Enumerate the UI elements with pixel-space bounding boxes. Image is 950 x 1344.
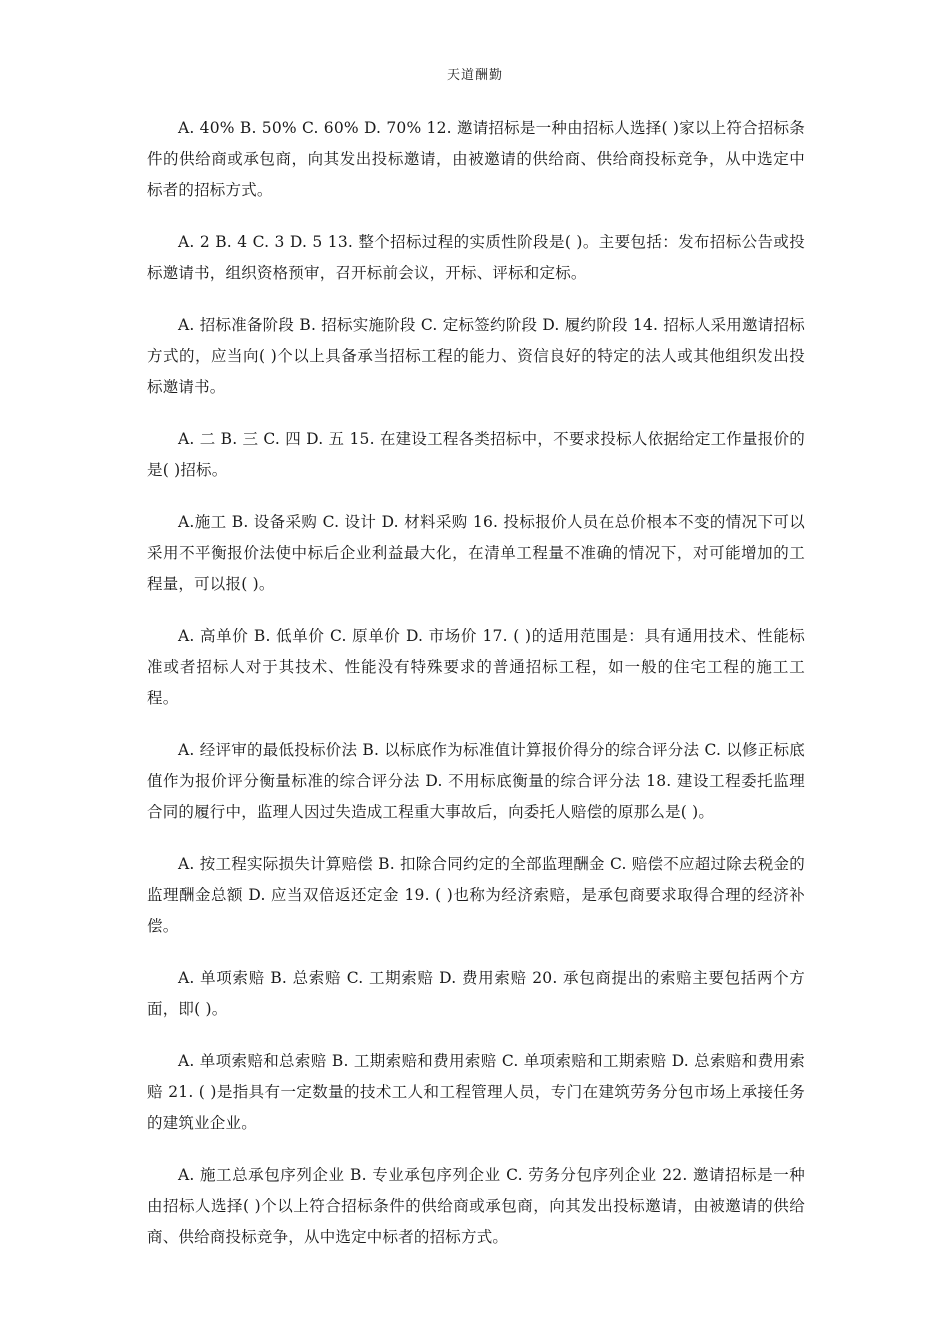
page-header: 天道酬勤 [446,68,503,83]
question-paragraph: A. 40% B. 50% C. 60% D. 70% 12. 邀请招标是一种由招标人选择( )家以上符合招标条件的供给商或承包商，向其发出投标邀请，由被邀请的供给商、供给商投标竞争，从中选定中标者的招标方式。 [147,119,805,199]
question-paragraph: A.施工 B. 设备采购 C. 设计 D. 材料采购 16. 投标报价人员在总价根本不变的情况下可以采用不平衡报价法使中标后企业利益最大化，在清单工程量不准确的情况下，对可能增加的工程量，可以报( )。 [147,513,805,593]
question-paragraph: A. 按工程实际损失计算赔偿 B. 扣除合同约定的全部监理酬金 C. 赔偿不应超过除去税金的监理酬金总额 D. 应当双倍返还定金 19. ( )也称为经济索赔，是承包商要求取得合理的经济补偿。 [147,855,805,935]
question-paragraph: A. 单项索赔和总索赔 B. 工期索赔和费用索赔 C. 单项索赔和工期索赔 D. 总索赔和费用索赔 21. ( )是指具有一定数量的技术工人和工程管理人员，专门在建筑劳务分包市场上承接任务的建筑业企业。 [147,1052,805,1132]
question-paragraph: A. 单项索赔 B. 总索赔 C. 工期索赔 D. 费用索赔 20. 承包商提出的索赔主要包括两个方面，即( )。 [147,969,805,1018]
question-paragraph: A. 经评审的最低投标价法 B. 以标底作为标准值计算报价得分的综合评分法 C. 以修正标底值作为报价评分衡量标准的综合评分法 D. 不用标底衡量的综合评分法 18. 建设工程委托监理合同的履行中，监理人因过失造成工程重大事故后，向委托人赔偿的原那么是( )。 [147,741,805,821]
question-paragraph: A. 2 B. 4 C. 3 D. 5 13. 整个招标过程的实质性阶段是( )。主要包括：发布招标公告或投标邀请书，组织资格预审，召开标前会议，开标、评标和定标。 [147,233,805,282]
question-paragraph: A. 招标准备阶段 B. 招标实施阶段 C. 定标签约阶段 D. 履约阶段 14. 招标人采用邀请招标方式的，应当向( )个以上具备承当招标工程的能力、资信良好的特定的法人或其他组织发出投标邀请书。 [147,316,805,396]
document-body [147,113,805,1274]
question-paragraph: A. 二 B. 三 C. 四 D. 五 15. 在建设工程各类招标中，不要求投标人依据给定工作量报价的是( )招标。 [147,430,805,479]
question-paragraph: A. 高单价 B. 低单价 C. 原单价 D. 市场价 17. ( )的适用范围是：具有通用技术、性能标准或者招标人对于其技术、性能没有特殊要求的普通招标工程，如一般的住宅工程的施工工程。 [147,627,805,707]
question-paragraph: A. 施工总承包序列企业 B. 专业承包序列企业 C. 劳务分包序列企业 22. 邀请招标是一种由招标人选择( )个以上符合招标条件的供给商或承包商，向其发出投标邀请，由被邀请的供给商、供给商投标竞争，从中选定中标者的招标方式。 [147,1166,805,1246]
